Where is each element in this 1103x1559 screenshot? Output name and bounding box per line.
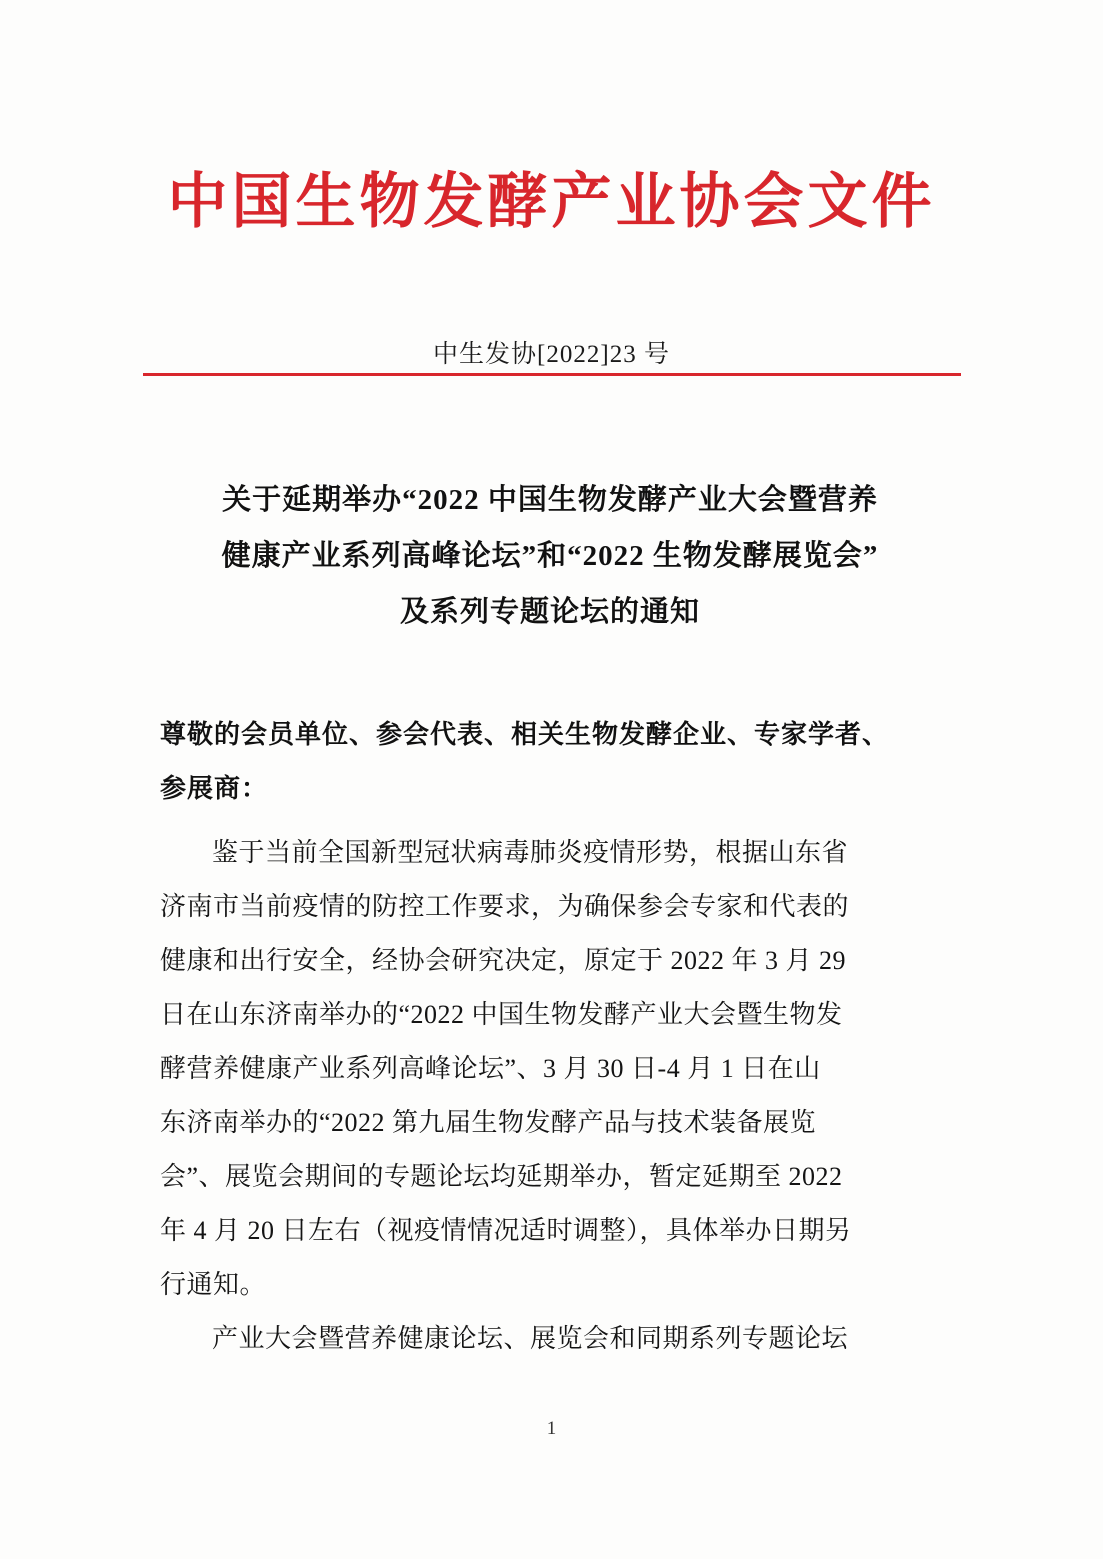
- paragraph-1-line-4: 日在山东济南举办的“2022 中国生物发酵产业大会暨生物发: [160, 1000, 843, 1029]
- paragraph-1-line-5: 酵营养健康产业系列高峰论坛”、3 月 30 日-4 月 1 日在山: [160, 1054, 821, 1083]
- paragraph-2: [160, 1312, 950, 1366]
- subject-line-2: 健康产业系列高峰论坛”和“2022 生物发酵展览会”: [221, 540, 879, 572]
- salutation-line-1: 尊敬的会员单位、参会代表、相关生物发酵企业、专家学者、: [160, 720, 890, 749]
- document-header: [0, 168, 1103, 237]
- paragraph-1-line-8: 年 4 月 20 日左右（视疫情情况适时调整），具体举办日期另: [160, 1216, 852, 1245]
- paragraph-1-line-7: 会”、展览会期间的专题论坛均延期举办，暂定延期至 2022: [160, 1162, 843, 1191]
- subject-line-3: 及系列专题论坛的通知: [399, 596, 700, 628]
- paragraph-1-line-2: 济南市当前疫情的防控工作要求，为确保参会专家和代表的: [160, 892, 850, 921]
- organization-title: 中国生物发酵产业协会文件: [167, 167, 936, 237]
- subject-line-1: 关于延期举办“2022 中国生物发酵产业大会暨营养: [222, 484, 878, 516]
- document-subject: [150, 472, 950, 640]
- paragraph-1-line-3: 健康和出行安全，经协会研究决定，原定于 2022 年 3 月 29: [160, 946, 847, 975]
- salutation-line-2: 参展商：: [160, 774, 269, 803]
- header-divider-rule: [143, 373, 961, 376]
- paragraph-1-line-6: 东济南举办的“2022 第九届生物发酵产品与技术装备展览: [160, 1108, 817, 1137]
- paragraph-1-line-9: 行通知。: [160, 1270, 267, 1299]
- document-number: 中生发协[2022]23 号: [433, 341, 670, 368]
- document-body: [160, 826, 950, 1366]
- salutation: [160, 708, 950, 816]
- paragraph-1-line-1: 鉴于当前全国新型冠状病毒肺炎疫情形势，根据山东省: [212, 838, 849, 867]
- page-number: 1: [546, 1418, 557, 1439]
- paragraph-2-line-1: 产业大会暨营养健康论坛、展览会和同期系列专题论坛: [212, 1324, 849, 1353]
- paragraph-1: [160, 826, 950, 1312]
